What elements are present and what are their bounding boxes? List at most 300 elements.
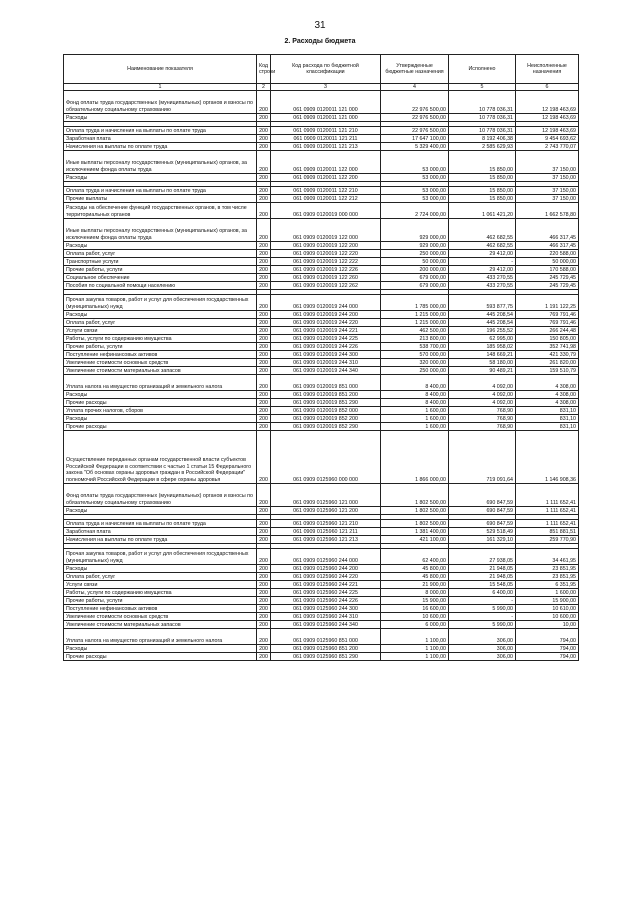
row-name: Заработная плата [64,135,257,143]
row-executed: 306,00 [449,629,516,645]
row-approved: 1 100,00 [381,653,449,661]
row-name: Работы, услуги по содержанию имущества [64,335,257,343]
row-remaining: 4 308,00 [516,391,579,399]
row-budget-code: 061 0909 0120019 851 000 [271,375,381,391]
row-executed: 148 669,21 [449,351,516,359]
table-row [64,565,579,573]
column-header: Неисполненные назначения [516,55,579,84]
row-line-code: 200 [257,319,271,327]
table-row [64,484,579,507]
row-approved: 45 800,00 [381,573,449,581]
row-approved: 62 400,00 [381,549,449,565]
row-executed: 185 958,02 [449,343,516,351]
row-name: Услуги связи [64,327,257,335]
table-row [64,645,579,653]
row-line-code: 200 [257,605,271,613]
row-remaining: 769 791,46 [516,319,579,327]
row-line-code: 200 [257,174,271,182]
row-remaining: 466 317,45 [516,242,579,250]
table-row [64,536,579,544]
row-budget-code: 061 0909 0120019 122 200 [271,242,381,250]
row-budget-code: 061 0909 0120019 000 000 [271,203,381,219]
row-budget-code: 061 0909 0120011 122 210 [271,187,381,195]
row-executed: 1 061 421,20 [449,203,516,219]
row-line-code: 200 [257,536,271,544]
row-executed: 306,00 [449,653,516,661]
row-line-code: 200 [257,187,271,195]
row-remaining: 831,10 [516,407,579,415]
row-executed: 62 995,00 [449,335,516,343]
row-budget-code: 061 0909 0125960 244 220 [271,573,381,581]
column-number: 4 [381,84,449,91]
row-remaining: 37 150,00 [516,195,579,203]
row-remaining: 261 820,00 [516,359,579,367]
row-line-code: 200 [257,367,271,375]
row-remaining: 37 150,00 [516,174,579,182]
row-approved: 22 976 500,00 [381,114,449,122]
row-executed: 10 778 036,31 [449,127,516,135]
column-number: 6 [516,84,579,91]
row-line-code: 200 [257,645,271,653]
row-budget-code: 061 0909 0120019 852 200 [271,415,381,423]
row-approved: 16 600,00 [381,605,449,613]
row-line-code: 200 [257,507,271,515]
table-row [64,135,579,143]
row-approved: 8 000,00 [381,589,449,597]
table-row [64,391,579,399]
row-budget-code: 061 0909 0120019 851 290 [271,399,381,407]
row-line-code: 200 [257,295,271,311]
row-executed: 445 208,54 [449,319,516,327]
row-approved: 8 400,00 [381,375,449,391]
row-approved: 1 866 000,00 [381,431,449,484]
page-number: 31 [314,20,326,31]
row-approved: 22 976 500,00 [381,127,449,135]
row-remaining: 9 454 693,62 [516,135,579,143]
table-row [64,195,579,203]
row-remaining: 831,10 [516,423,579,431]
row-name: Фонд оплаты труда государственных (муниципальных) органов и взносы по обязательному социальному страхованию [64,484,257,507]
table-row [64,335,579,343]
row-approved: 1 600,00 [381,407,449,415]
row-name: Расходы [64,507,257,515]
row-name: Прочие расходы [64,653,257,661]
row-executed: - [449,597,516,605]
row-executed: 21 948,05 [449,573,516,581]
row-name: Социальное обеспечение [64,274,257,282]
row-budget-code: 061 0909 0120019 122 220 [271,250,381,258]
row-line-code: 200 [257,282,271,290]
row-budget-code: 061 0909 0125960 244 340 [271,621,381,629]
row-budget-code: 061 0909 0120019 122 222 [271,258,381,266]
row-remaining: 10 600,00 [516,613,579,621]
row-budget-code: 061 0909 0120019 852 290 [271,423,381,431]
row-remaining: 466 317,45 [516,219,579,242]
row-executed: 15 850,00 [449,195,516,203]
row-name: Прочие работы, услуги [64,597,257,605]
row-executed: 5 990,00 [449,605,516,613]
table-row [64,327,579,335]
row-name: Оплата работ, услуг [64,319,257,327]
row-name: Заработная плата [64,528,257,536]
row-remaining: 23 851,95 [516,565,579,573]
row-line-code: 200 [257,581,271,589]
row-approved: 53 000,00 [381,195,449,203]
row-budget-code: 061 0909 0120019 244 200 [271,311,381,319]
row-budget-code: 061 0909 0120019 244 300 [271,351,381,359]
row-remaining: 159 510,79 [516,367,579,375]
table-row [64,250,579,258]
table-row [64,151,579,174]
row-budget-code: 061 0909 0125960 121 211 [271,528,381,536]
row-budget-code: 061 0909 0120011 122 212 [271,195,381,203]
row-remaining: 851 881,51 [516,528,579,536]
row-budget-code: 061 0909 0125960 244 221 [271,581,381,589]
table-row [64,311,579,319]
row-executed: 690 847,59 [449,520,516,528]
row-line-code: 200 [257,520,271,528]
row-executed: 4 092,00 [449,375,516,391]
table-row [64,375,579,391]
row-remaining: 266 244,48 [516,327,579,335]
row-line-code: 200 [257,549,271,565]
row-approved: 1 215 000,00 [381,311,449,319]
row-name: Увеличение стоимости материальных запасов [64,621,257,629]
row-remaining: 259 770,90 [516,536,579,544]
row-name: Расходы [64,645,257,653]
row-budget-code: 061 0909 0125960 244 200 [271,565,381,573]
row-budget-code: 061 0909 0125960 244 000 [271,549,381,565]
row-remaining: 12 198 463,69 [516,91,579,114]
column-number: 2 [257,84,271,91]
row-executed: 10 778 036,31 [449,114,516,122]
table-row [64,187,579,195]
row-name: Оплата работ, услуг [64,250,257,258]
row-budget-code: 061 0909 0120019 122 000 [271,219,381,242]
row-budget-code: 061 0909 0125960 851 200 [271,645,381,653]
row-line-code: 200 [257,242,271,250]
row-remaining: 245 729,45 [516,274,579,282]
row-line-code: 200 [257,653,271,661]
table-row [64,629,579,645]
row-name: Иные выплаты персоналу государственных (муниципальных) органов, за исключением фонда оплаты труда [64,219,257,242]
column-number: 3 [271,84,381,91]
row-line-code: 200 [257,359,271,367]
row-approved: 250 000,00 [381,250,449,258]
table-row [64,367,579,375]
row-line-code: 200 [257,311,271,319]
row-name: Пособия по социальной помощи населению [64,282,257,290]
table-row [64,242,579,250]
row-budget-code: 061 0909 0120019 244 225 [271,335,381,343]
row-executed: 15 850,00 [449,187,516,195]
row-executed: 161 329,10 [449,536,516,544]
row-budget-code: 061 0909 0120011 122 200 [271,174,381,182]
row-remaining: 1 600,00 [516,589,579,597]
row-budget-code: 061 0909 0125960 244 225 [271,589,381,597]
row-name: Прочие работы, услуги [64,266,257,274]
row-approved: 6 000,00 [381,621,449,629]
row-approved: 320 000,00 [381,359,449,367]
row-remaining: 352 741,98 [516,343,579,351]
row-line-code: 200 [257,219,271,242]
row-approved: 1 381 400,00 [381,528,449,536]
table-row [64,613,579,621]
row-line-code: 200 [257,327,271,335]
row-remaining: 12 198 463,69 [516,127,579,135]
row-approved: 1 802 500,00 [381,484,449,507]
column-number: 1 [64,84,257,91]
row-line-code: 200 [257,565,271,573]
row-line-code: 200 [257,143,271,151]
row-executed: 15 850,00 [449,151,516,174]
row-remaining: 12 198 463,69 [516,114,579,122]
table-header-row [64,55,579,84]
row-budget-code: 061 0909 0120019 122 226 [271,266,381,274]
row-line-code: 200 [257,415,271,423]
row-line-code: 200 [257,135,271,143]
row-name: Расходы [64,242,257,250]
column-header: Код строки [257,55,271,84]
row-approved: 5 329 400,00 [381,143,449,151]
table-row [64,91,579,114]
row-line-code: 200 [257,274,271,282]
row-executed: 529 518,49 [449,528,516,536]
table-row [64,423,579,431]
table-row [64,581,579,589]
row-approved: 1 100,00 [381,629,449,645]
column-number: 5 [449,84,516,91]
row-remaining: 1 191 122,25 [516,295,579,311]
row-line-code: 200 [257,629,271,645]
row-line-code: 200 [257,573,271,581]
row-remaining: 1 111 652,41 [516,484,579,507]
row-budget-code: 061 0909 0125960 121 210 [271,520,381,528]
row-executed: 593 877,75 [449,295,516,311]
row-name: Уплата налога на имущество организаций и земельного налога [64,629,257,645]
row-name: Оплата труда и начисления на выплаты по оплате труда [64,520,257,528]
table-row [64,143,579,151]
row-approved: 1 600,00 [381,415,449,423]
row-executed: 58 180,00 [449,359,516,367]
row-budget-code: 061 0909 0120019 851 200 [271,391,381,399]
column-header: Утвержденные бюджетные назначения [381,55,449,84]
row-executed: 433 270,55 [449,282,516,290]
table-row [64,274,579,282]
row-budget-code: 061 0909 0125960 244 226 [271,597,381,605]
row-approved: 421 100,00 [381,536,449,544]
row-approved: 45 800,00 [381,565,449,573]
row-name: Работы, услуги по содержанию имущества [64,589,257,597]
row-budget-code: 061 0909 0120019 244 226 [271,343,381,351]
row-name: Иные выплаты персоналу государственных (муниципальных) органов, за исключением фонда оплаты труда [64,151,257,174]
row-executed: 27 938,05 [449,549,516,565]
row-remaining: 4 308,00 [516,375,579,391]
row-budget-code: 061 0909 0120019 244 000 [271,295,381,311]
row-line-code: 200 [257,335,271,343]
row-line-code: 200 [257,589,271,597]
row-budget-code: 061 0909 0125960 244 300 [271,605,381,613]
row-budget-code: 061 0909 0120011 121 211 [271,135,381,143]
table-row [64,589,579,597]
row-name: Расходы [64,174,257,182]
row-executed: 29 412,00 [449,250,516,258]
row-line-code: 200 [257,399,271,407]
row-remaining: 1 111 652,41 [516,507,579,515]
row-budget-code: 061 0909 0120019 244 220 [271,319,381,327]
row-executed: 29 412,00 [449,266,516,274]
row-remaining: 23 851,95 [516,573,579,581]
row-remaining: 34 461,95 [516,549,579,565]
row-budget-code: 061 0909 0125960 000 000 [271,431,381,484]
row-name: Увеличение стоимости основных средств [64,613,257,621]
row-line-code: 200 [257,391,271,399]
row-executed: 15 548,05 [449,581,516,589]
row-executed: 690 847,59 [449,484,516,507]
row-approved: 200 000,00 [381,266,449,274]
row-budget-code: 061 0909 0120019 244 221 [271,327,381,335]
table-row [64,621,579,629]
row-remaining: 220 588,00 [516,250,579,258]
row-line-code: 200 [257,423,271,431]
row-executed: 15 850,00 [449,174,516,182]
row-executed: 462 682,55 [449,219,516,242]
row-executed: 768,90 [449,415,516,423]
row-line-code: 200 [257,484,271,507]
table-row [64,343,579,351]
table-row [64,174,579,182]
table-row [64,415,579,423]
row-line-code: 200 [257,343,271,351]
table-row [64,605,579,613]
row-name: Прочие расходы [64,399,257,407]
row-budget-code: 061 0909 0120011 121 000 [271,114,381,122]
row-remaining: 170 588,00 [516,266,579,274]
row-name: Прочие работы, услуги [64,343,257,351]
section-title: 2. Расходы бюджета [284,38,356,45]
row-name: Оплата труда и начисления на выплаты по оплате труда [64,187,257,195]
table-row [64,407,579,415]
row-remaining: 6 351,95 [516,581,579,589]
table-row [64,114,579,122]
row-name: Прочие выплаты [64,195,257,203]
row-executed: 90 489,21 [449,367,516,375]
table-row [64,431,579,484]
row-budget-code: 061 0909 0120011 121 213 [271,143,381,151]
table-row [64,282,579,290]
row-remaining: 150 805,00 [516,335,579,343]
row-budget-code: 061 0909 0125960 121 000 [271,484,381,507]
row-name: Оплата труда и начисления на выплаты по оплате труда [64,127,257,135]
row-remaining: 10 610,00 [516,605,579,613]
row-remaining: 245 729,45 [516,282,579,290]
row-remaining: 794,00 [516,653,579,661]
row-line-code: 200 [257,375,271,391]
row-approved: 8 400,00 [381,391,449,399]
row-approved: 570 000,00 [381,351,449,359]
row-line-code: 200 [257,127,271,135]
row-approved: 679 000,00 [381,282,449,290]
row-approved: 1 100,00 [381,645,449,653]
row-approved: 1 802 500,00 [381,507,449,515]
row-name: Увеличение стоимости материальных запасов [64,367,257,375]
row-line-code: 200 [257,114,271,122]
table-row [64,653,579,661]
row-approved: 929 000,00 [381,242,449,250]
row-remaining: 421 330,79 [516,351,579,359]
row-budget-code: 061 0909 0120019 244 310 [271,359,381,367]
row-line-code: 200 [257,203,271,219]
row-remaining: 15 900,00 [516,597,579,605]
row-line-code: 200 [257,351,271,359]
row-name: Прочая закупка товаров, работ и услуг для обеспечения государственных (муниципальных) нужд [64,295,257,311]
row-name: Уплата прочих налогов, сборов [64,407,257,415]
row-line-code: 200 [257,258,271,266]
row-name: Фонд оплаты труда государственных (муниципальных) органов и взносы по обязательному социальному страхованию [64,91,257,114]
column-header: Исполнено [449,55,516,84]
table-row [64,359,579,367]
row-budget-code: 061 0909 0125960 121 200 [271,507,381,515]
row-line-code: 200 [257,91,271,114]
row-line-code: 200 [257,250,271,258]
row-name: Поступление нефинансовых активов [64,605,257,613]
table-row [64,127,579,135]
row-name: Уплата налога на имущество организаций и земельного налога [64,375,257,391]
row-executed: - [449,258,516,266]
row-approved: 8 400,00 [381,399,449,407]
row-executed: 5 990,00 [449,621,516,629]
row-executed: 4 092,00 [449,399,516,407]
row-line-code: 200 [257,431,271,484]
table-row [64,549,579,565]
row-approved: 679 000,00 [381,274,449,282]
row-approved: 250 000,00 [381,367,449,375]
column-number-row [64,84,579,91]
row-name: Расходы [64,114,257,122]
row-remaining: 37 150,00 [516,187,579,195]
row-remaining: 4 308,00 [516,399,579,407]
row-name: Прочие расходы [64,423,257,431]
row-approved: 15 900,00 [381,597,449,605]
table-row [64,399,579,407]
row-line-code: 200 [257,597,271,605]
row-executed: 10 778 036,31 [449,91,516,114]
row-executed: 2 585 629,93 [449,143,516,151]
row-approved: 462 500,00 [381,327,449,335]
row-remaining: 769 791,46 [516,311,579,319]
row-name: Начисления на выплаты по оплате труда [64,143,257,151]
row-executed: 768,90 [449,423,516,431]
row-budget-code: 061 0909 0120011 122 000 [271,151,381,174]
row-line-code: 200 [257,621,271,629]
row-approved: 1 802 500,00 [381,520,449,528]
row-executed: 768,90 [449,407,516,415]
row-name: Услуги связи [64,581,257,589]
row-line-code: 200 [257,407,271,415]
table-row [64,573,579,581]
row-line-code: 200 [257,528,271,536]
row-budget-code: 061 0909 0120019 852 000 [271,407,381,415]
column-header: Наименование показателя [64,55,257,84]
row-approved: 1 785 000,00 [381,295,449,311]
row-budget-code: 061 0909 0125960 244 310 [271,613,381,621]
row-approved: 53 000,00 [381,187,449,195]
row-name: Расходы [64,391,257,399]
row-remaining: 50 000,00 [516,258,579,266]
row-executed: 445 208,54 [449,311,516,319]
row-name: Расходы на обеспечение функций государственных органов, в том числе территориальных органов [64,203,257,219]
column-header: Код расхода по бюджетной классификации [271,55,381,84]
